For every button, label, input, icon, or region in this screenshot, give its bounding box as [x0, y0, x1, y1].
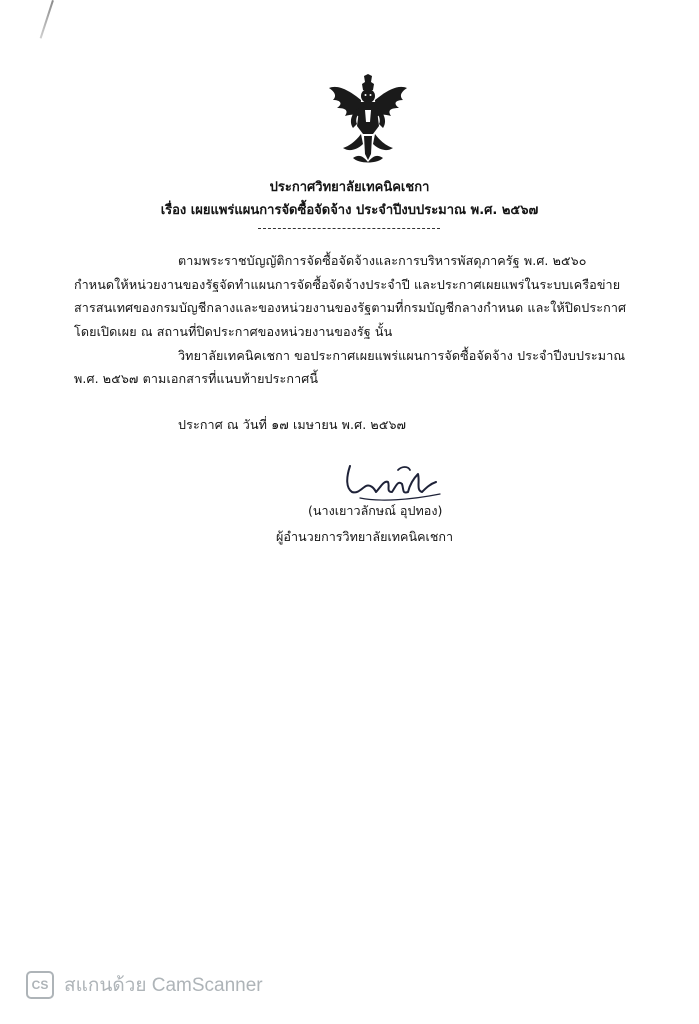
announcement-title: ประกาศวิทยาลัยเทคนิคเชกา: [269, 180, 430, 195]
camscanner-watermark: [26, 968, 263, 1002]
body-line: วิทยาลัยเทคนิคเชกา ขอประกาศเผยแพร่แผนการจัดซื้อจัดจ้าง ประจำปีงบประมาณ: [178, 348, 626, 363]
watermark-text: สแกนด้วย CamScanner: [64, 975, 263, 996]
body-line: ตามพระราชบัญญัติการจัดซื้อจัดจ้างและการบริหารพัสดุภาครัฐ พ.ศ. ๒๕๖๐: [178, 253, 587, 268]
body-line: โดยเปิดเผย ณ สถานที่ปิดประกาศของหน่วยงานของรัฐ นั้น: [74, 324, 393, 339]
body-line: กำหนดให้หน่วยงานของรัฐจัดทำแผนการจัดซื้อจัดจ้างประจำปี และประกาศเผยแพร่ในระบบเครือข่าย: [74, 277, 621, 292]
announcement-date: ประกาศ ณ วันที่ ๑๗ เมษายน พ.ศ. ๒๕๖๗: [178, 417, 407, 432]
camscanner-logo-icon: CS: [26, 971, 54, 999]
body-line: สารสนเทศของกรมบัญชีกลางและของหน่วยงานของรัฐตามที่กรมบัญชีกลางกำหนด และให้ปิดประกาศ: [74, 300, 627, 315]
announcement-subject: เรื่อง เผยแพร่แผนการจัดซื้อจัดจ้าง ประจำปีงบประมาณ พ.ศ. ๒๕๖๗: [160, 203, 539, 218]
garuda-emblem-icon: [327, 74, 409, 166]
body-line: พ.ศ. ๒๕๖๗ ตามเอกสารที่แนบท้ายประกาศนี้: [74, 371, 319, 386]
paper-fold-mark: [40, 0, 54, 39]
header-divider: [258, 228, 440, 229]
signer-name: (นางเยาวลักษณ์ อุปทอง): [308, 503, 443, 518]
handwritten-signature: [340, 458, 450, 506]
signer-position: ผู้อำนวยการวิทยาลัยเทคนิคเชกา: [276, 529, 454, 544]
